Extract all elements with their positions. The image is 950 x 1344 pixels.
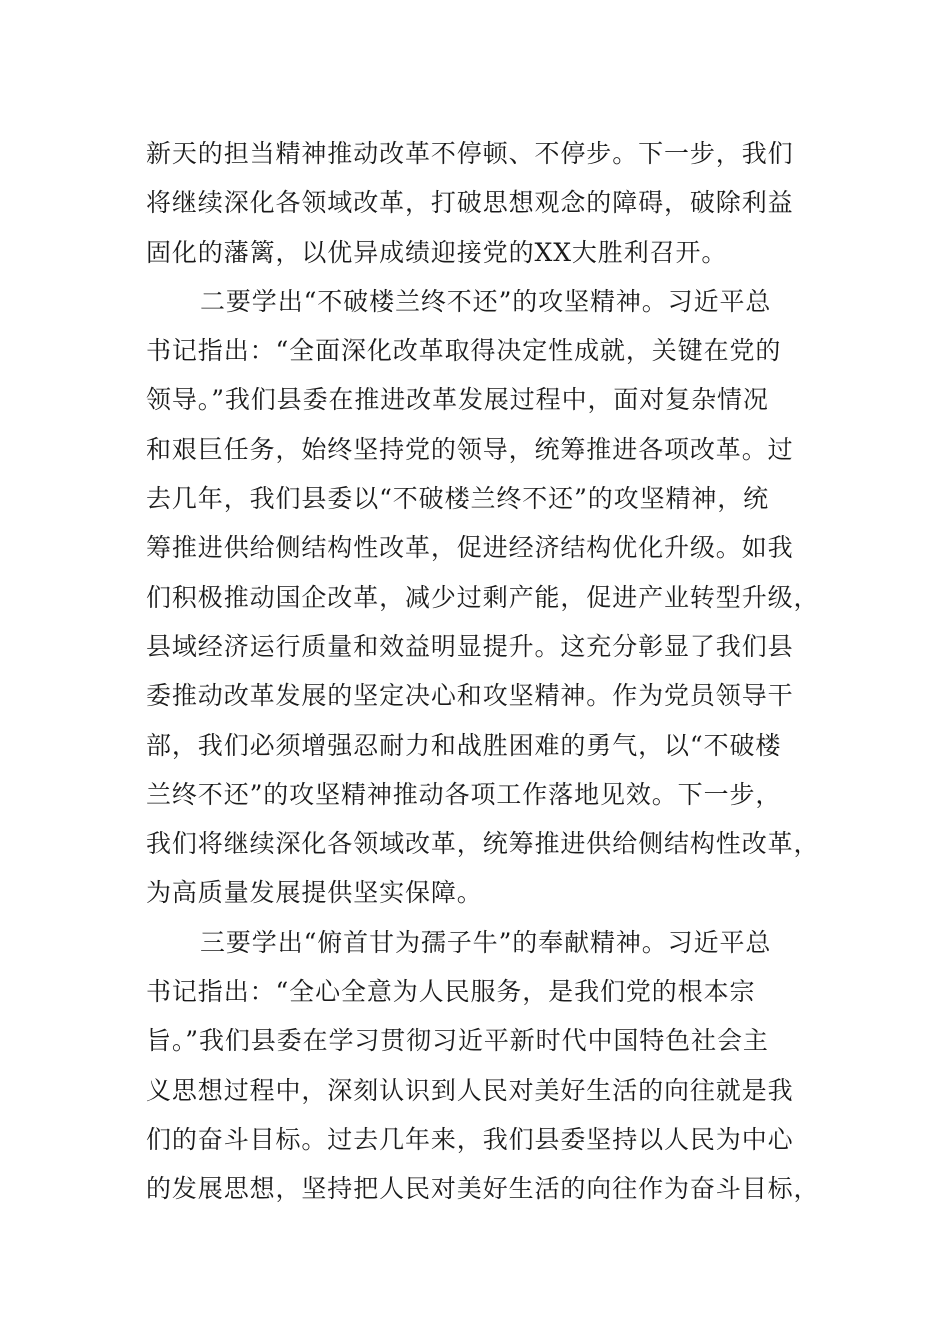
text-line: 和艰巨任务，始终坚持党的领导，统筹推进各项改革。过 [146,434,794,464]
text-line: 筹推进供给侧结构性改革，促进经济结构优化升级。如我 [146,533,794,563]
text-line: 我们将继续深化各领域改革，统筹推进供给侧结构性改革， [146,829,820,859]
paragraph-first-line: 三要学出“俯首甘为孺子牛”的奉献精神。习近平总 [200,927,772,957]
text-line: 旨。”我们县委在学习贯彻习近平新时代中国特色社会主 [146,1026,769,1056]
text-line: 们的奋斗目标。过去几年来，我们县委坚持以人民为中心 [146,1124,794,1154]
text-line: 兰终不还”的攻坚精神推动各项工作落地见效。下一步， [146,779,782,809]
text-line: 书记指出：“全心全意为人民服务，是我们党的根本宗 [146,977,756,1007]
text-line: 领导。”我们县委在推进改革发展过程中，面对复杂情况 [146,385,769,415]
text-line: 书记指出：“全面深化改革取得决定性成就，关键在党的 [146,336,782,366]
text-line: 县域经济运行质量和效益明显提升。这充分彰显了我们县 [146,631,794,661]
text-line: 去几年，我们县委以“不破楼兰终不还”的攻坚精神，统 [146,484,770,514]
paragraph-first-line: 二要学出“不破楼兰终不还”的攻坚精神。习近平总 [200,286,772,316]
text-line: 的发展思想，坚持把人民对美好生活的向往作为奋斗目标， [146,1174,820,1204]
text-line: 部，我们必须增强忍耐力和战胜困难的勇气，以“不破楼 [146,730,782,760]
text-line: 义思想过程中，深刻认识到人民对美好生活的向往就是我 [146,1075,794,1105]
text-line: 们积极推动国企改革，减少过剩产能，促进产业转型升级， [146,582,820,612]
text-line: 新天的担当精神推动改革不停顿、不停步。下一步，我们 [146,139,794,168]
text-line: 为高质量发展提供坚实保障。 [146,878,483,908]
document-body [146,129,826,1214]
text-line: 固化的藩篱，以优异成绩迎接党的XX大胜利召开。 [146,237,728,267]
text-line: 委推动改革发展的坚定决心和攻坚精神。作为党员领导干 [146,681,794,711]
text-line: 将继续深化各领域改革，打破思想观念的障碍，破除利益 [146,188,794,218]
